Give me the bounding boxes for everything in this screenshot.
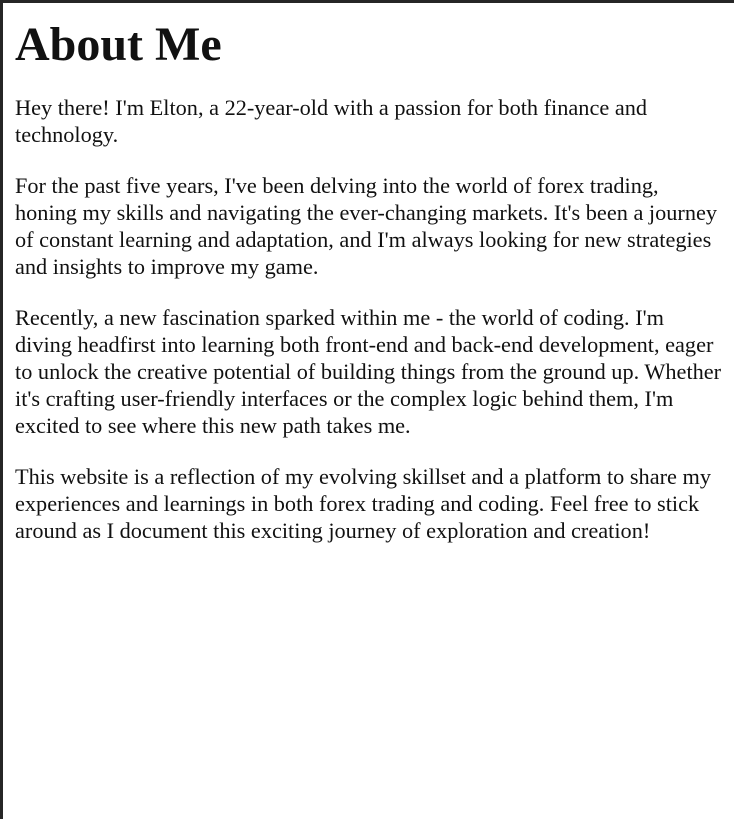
coding-paragraph: Recently, a new fascination sparked within me - the world of coding. I'm diving headfirst into learning both front-end and back-end development, eager to unlock the creative potential of building things from the ground up. Whether it's crafting user-friendly interfaces or the complex logic behind them, I'm excited to see where this new path takes me.: [15, 305, 722, 438]
forex-paragraph: For the past five years, I've been delving into the world of forex trading, honing my skills and navigating the ever-changing markets. It's been a journey of constant learning and adaptation, and I'm always looking for new strategies and insights to improve my game.: [15, 173, 718, 279]
about-content: [15, 94, 722, 544]
page-title: About Me: [15, 18, 222, 71]
intro-paragraph: Hey there! I'm Elton, a 22-year-old with a passion for both finance and technology.: [15, 95, 648, 147]
website-paragraph: This website is a reflection of my evolving skillset and a platform to share my experiences and learnings in both forex trading and coding. Feel free to stick around as I document this exciting journey of exploration and creation!: [15, 464, 711, 543]
